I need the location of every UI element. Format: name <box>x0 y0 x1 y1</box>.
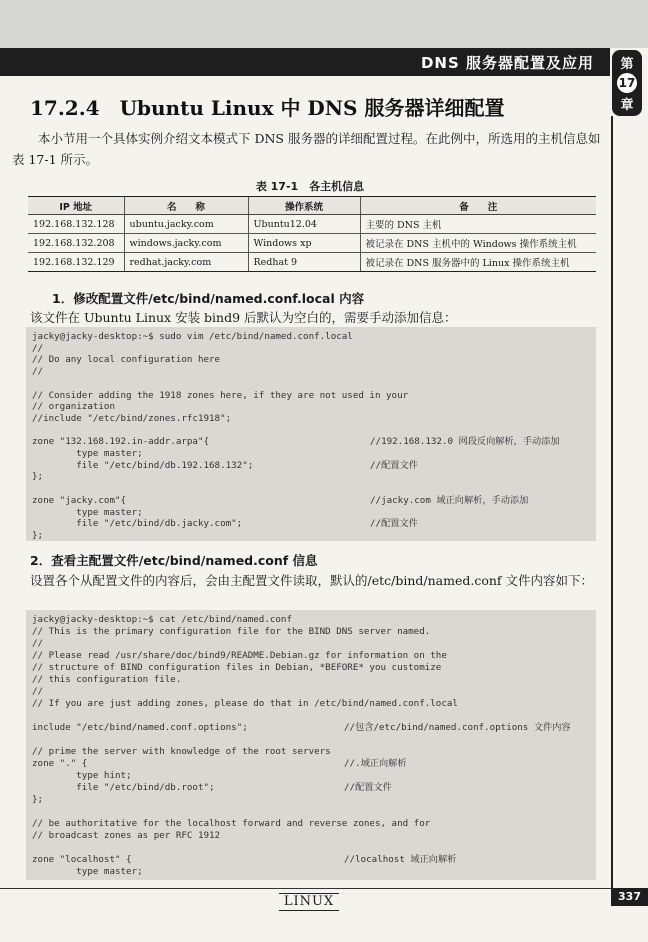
code-line: // prime the server with knowledge of the root servers <box>32 746 331 757</box>
code-line: file "/etc/bind/db.root"; <box>32 782 215 793</box>
code-line: // Do any local configuration here <box>32 354 221 366</box>
table-header-row <box>28 197 596 215</box>
code-line: include "/etc/bind/named.conf.options"; <box>32 722 248 733</box>
section-title: 17.2.4 Ubuntu Linux 中 DNS 服务器详细配置 <box>30 96 505 120</box>
code-line: // If you are just adding zones, please do that in /etc/bind/named.conf.local <box>32 698 458 709</box>
cell-name: redhat.jacky.com <box>124 253 248 272</box>
code-comment: //localhost 域正向解析 <box>344 854 457 865</box>
cell-notes: 主要的 DNS 主机 <box>360 215 596 234</box>
code-line: }; <box>32 471 44 483</box>
code-line: file "/etc/bind/db.192.168.132"; <box>32 459 254 471</box>
code-line: file "/etc/bind/db.jacky.com"; <box>32 518 243 530</box>
header-ip: IP 地址 <box>28 197 124 215</box>
intro-paragraph: 本小节用一个具体实例介绍文本模式下 DNS 服务器的详细配置过程。在此例中，所选用的主机信息如表 17-1 所示。 <box>12 131 601 167</box>
table-caption: 表 17-1 各主机信息 <box>255 180 365 193</box>
code-line: // This is the primary configuration file for the BIND DNS server named. <box>32 626 431 637</box>
cell-notes: 被记录在 DNS 服务器中的 Linux 操作系统主机 <box>360 253 596 272</box>
step1-title: 1．修改配置文件/etc/bind/named.conf.local 内容 <box>52 291 365 306</box>
table-row <box>28 215 596 234</box>
code-comment: //jacky.com 域正向解析，手动添加 <box>370 494 529 506</box>
code-line: type master; <box>32 506 143 518</box>
cell-name: ubuntu.jacky.com <box>124 215 248 234</box>
code-line: // <box>32 366 44 378</box>
cell-ip: 192.168.132.128 <box>28 215 124 234</box>
right-margin-rule <box>611 116 613 888</box>
code-line: // Please read /usr/share/doc/bind9/README.Debian.gz for information on the <box>32 650 447 661</box>
step1-paragraph: 该文件在 Ubuntu Linux 安装 bind9 后默认为空白的，需要手动添加信息： <box>30 310 457 325</box>
code-block-named-conf <box>26 610 596 880</box>
code-block-named-conf-local <box>26 327 596 541</box>
code-line: }; <box>32 529 44 541</box>
code-line: zone "localhost" { <box>32 854 132 865</box>
cell-ip: 192.168.132.208 <box>28 234 124 253</box>
code-line: type master; <box>32 866 143 877</box>
code-line: // this configuration file. <box>32 674 182 685</box>
step2-paragraph: 设置各个从配置文件的内容后，会由主配置文件读取，默认的/etc/bind/named.conf 文件内容如下： <box>30 573 594 588</box>
chapter-number-badge: 17 <box>617 73 637 93</box>
code-line: // <box>32 686 44 697</box>
chapter-char-bottom: 章 <box>620 97 634 113</box>
code-comment: //包含/etc/bind/named.conf.options 文件内容 <box>344 722 571 733</box>
running-header-title: DNS 服务器配置及应用 <box>420 54 594 72</box>
cell-ip: 192.168.132.129 <box>28 253 124 272</box>
cell-name: windows.jacky.com <box>124 234 248 253</box>
chapter-tab <box>612 50 642 116</box>
cell-os: Ubuntu12.04 <box>248 215 360 234</box>
code-comment: //192.168.132.0 网段反向解析，手动添加 <box>370 436 560 448</box>
code-line: type hint; <box>32 770 132 781</box>
code-line: // <box>32 638 44 649</box>
code-line: zone "." { <box>32 758 88 769</box>
footer-logo: LINUX <box>279 893 339 911</box>
header-notes: 备 注 <box>360 197 596 215</box>
cell-notes: 被记录在 DNS 主机中的 Windows 操作系统主机 <box>360 234 596 253</box>
table-row <box>28 234 596 253</box>
chapter-char-top: 第 <box>620 57 634 73</box>
code-line: //include "/etc/bind/zones.rfc1918"; <box>32 412 232 424</box>
top-margin-band <box>0 0 648 48</box>
code-line: // broadcast zones as per RFC 1912 <box>32 830 221 841</box>
code-line: // structure of BIND configuration files in Debian, *BEFORE* you customize <box>32 662 442 673</box>
hosts-table <box>28 196 596 272</box>
code-comment: //配置文件 <box>344 782 392 793</box>
header-os: 操作系统 <box>248 197 360 215</box>
code-line: // <box>32 342 44 354</box>
running-header-bar <box>0 48 610 76</box>
code-line: // organization <box>32 401 115 413</box>
step2-title: 2．查看主配置文件/etc/bind/named.conf 信息 <box>30 553 318 568</box>
cell-os: Redhat 9 <box>248 253 360 272</box>
footer-rule <box>0 888 611 889</box>
code-line: }; <box>32 794 44 805</box>
code-comment: //.域正向解析 <box>344 758 407 769</box>
code-line: type master; <box>32 448 143 459</box>
code-line: // be authoritative for the localhost forward and reverse zones, and for <box>32 818 431 829</box>
code-line: jacky@jacky-desktop:~$ sudo vim /etc/bind/named.conf.local <box>32 331 353 342</box>
code-comment: //配置文件 <box>370 518 418 530</box>
code-line: jacky@jacky-desktop:~$ cat /etc/bind/named.conf <box>32 614 292 625</box>
code-line: // Consider adding the 1918 zones here, if they are not used in your <box>32 389 409 401</box>
page-number: 337 <box>611 888 648 906</box>
code-comment: //配置文件 <box>370 459 418 471</box>
table-row <box>28 253 596 272</box>
code-line: zone "jacky.com"{ <box>32 494 127 506</box>
header-name: 名 称 <box>124 197 248 215</box>
code-line: zone "132.168.192.in-addr.arpa"{ <box>32 436 210 448</box>
cell-os: Windows xp <box>248 234 360 253</box>
